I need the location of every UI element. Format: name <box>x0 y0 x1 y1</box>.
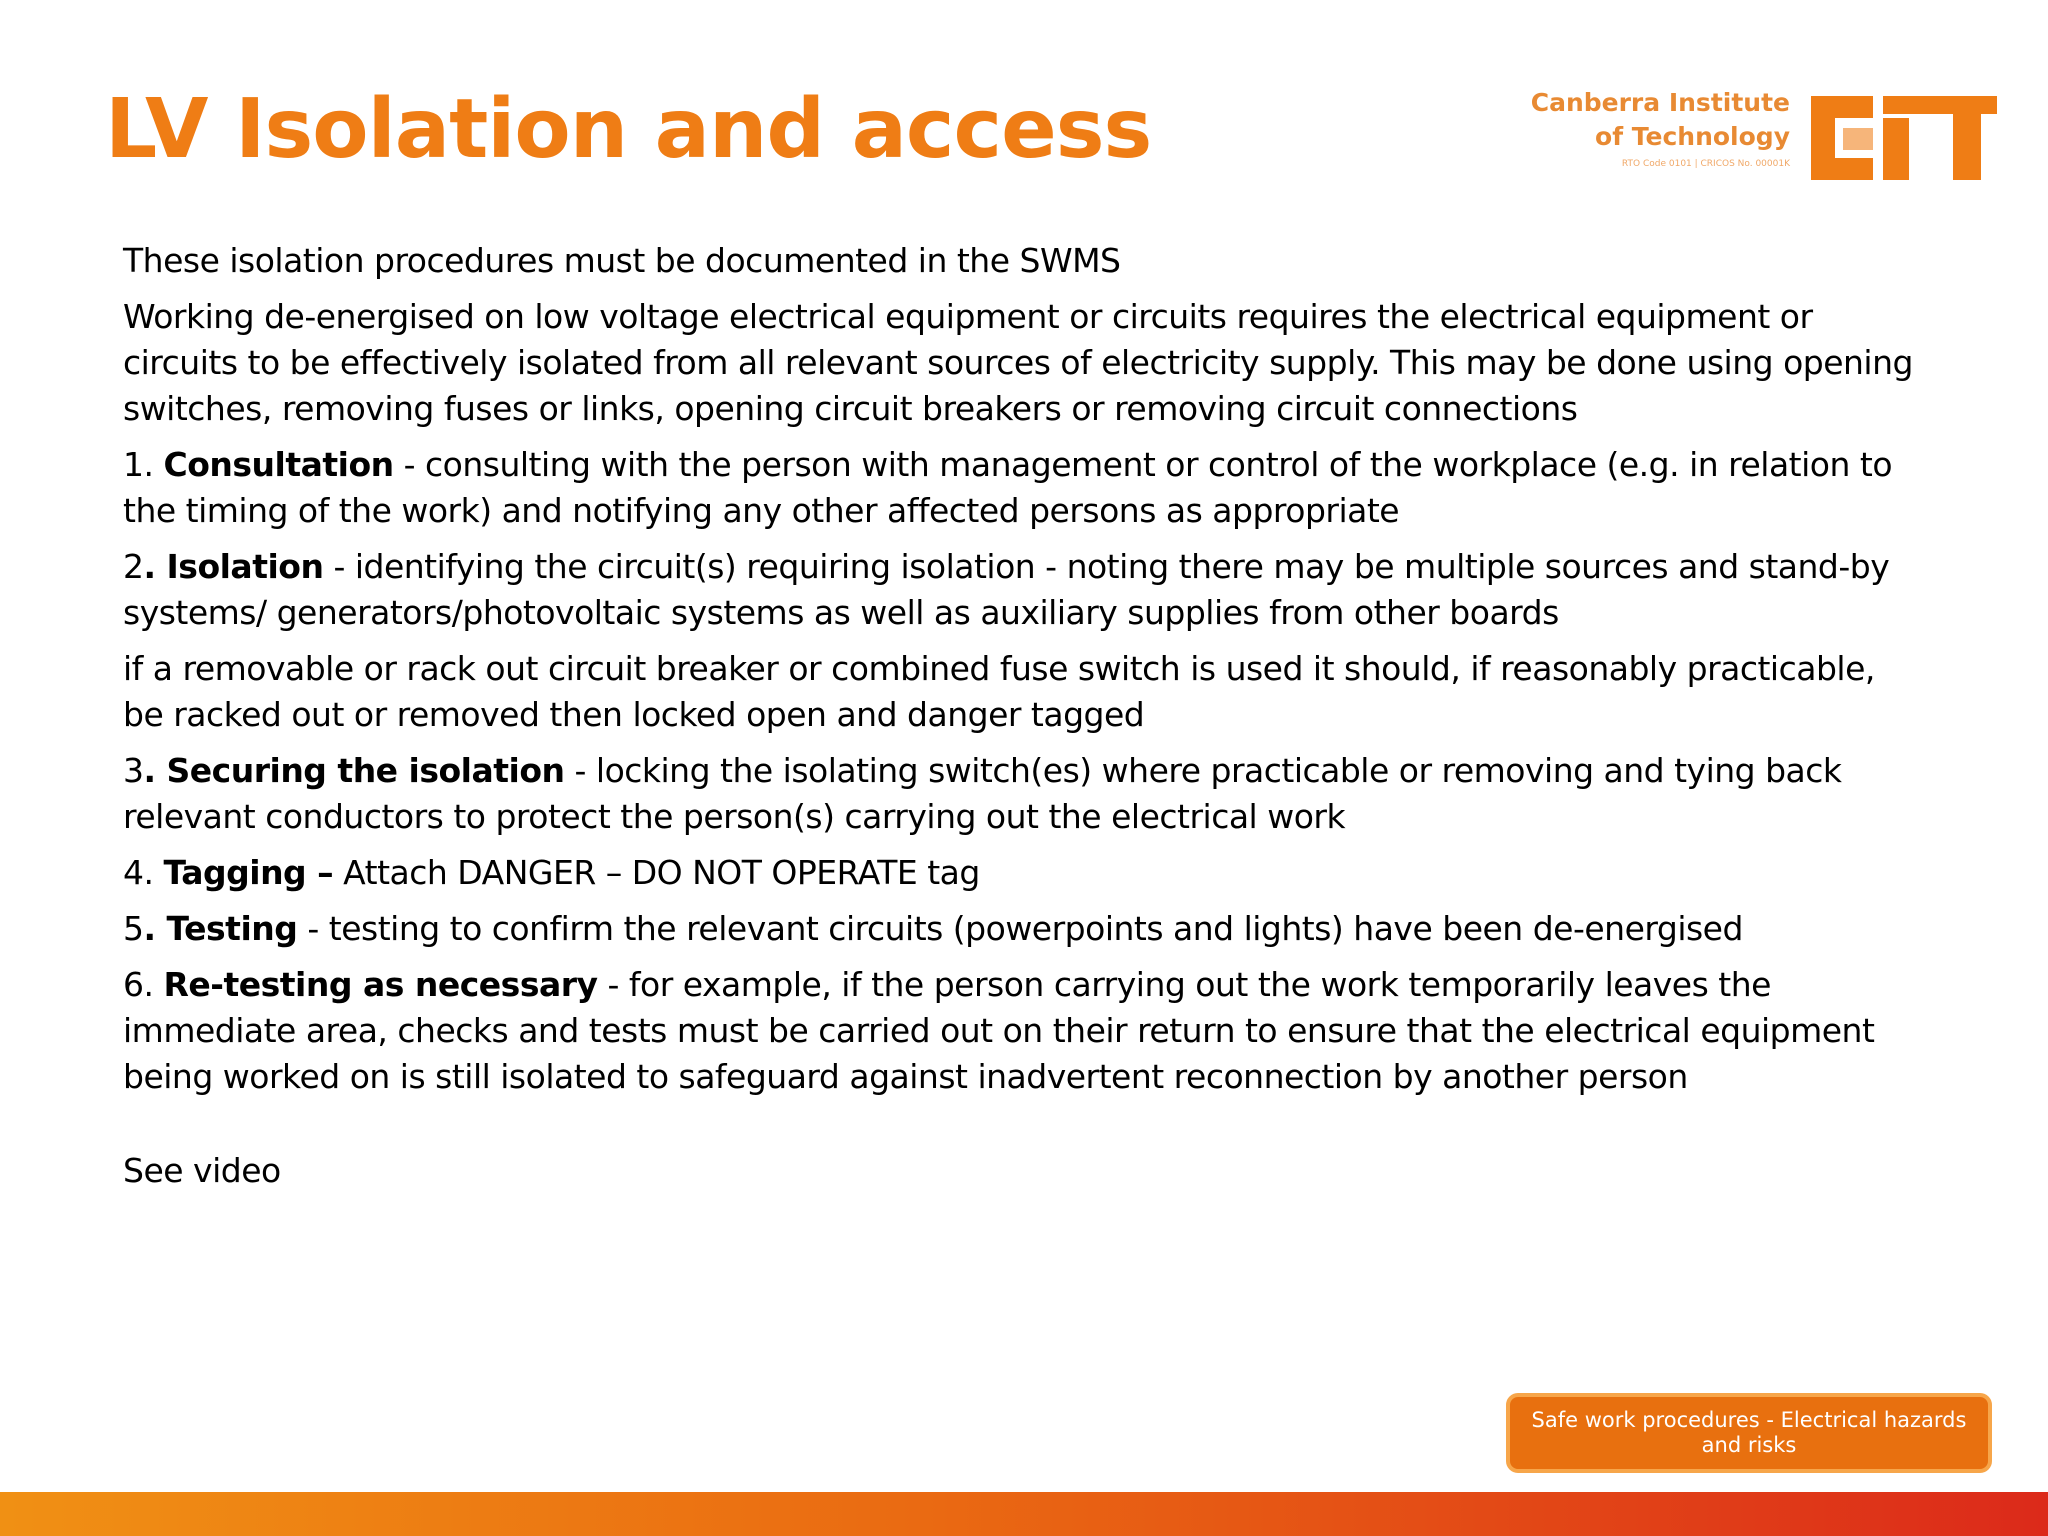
logo-line-2: of Technology <box>1595 122 1790 151</box>
step-number: 2 <box>123 547 144 586</box>
cit-logo <box>1505 82 2005 197</box>
step-text: - locking the isolating switch(es) where practicable or removing and tying back relevant conductors to protect the person(s) carrying out the electrical work <box>123 751 1842 836</box>
body-intro: These isolation procedures must be documented in the SWMS <box>123 241 1121 280</box>
step-heading: Tagging – <box>163 853 334 892</box>
step-heading: . Securing the isolation <box>143 751 565 790</box>
step-heading: . Isolation <box>143 547 324 586</box>
logo-line-1: Canberra Institute <box>1530 88 1790 117</box>
step-number: 6. <box>123 965 164 1004</box>
step-6-retesting <box>123 962 1923 1100</box>
step-3-securing <box>123 748 1923 840</box>
step-heading: . Testing <box>143 909 298 948</box>
step-number: 3 <box>123 751 144 790</box>
step-text: - testing to confirm the relevant circuits (powerpoints and lights) have been de-energised <box>297 909 1743 948</box>
step-number: 1. <box>123 445 164 484</box>
body-rack-out: if a removable or rack out circuit breaker or combined fuse switch is used it should, if reasonably practicable, be racked out or removed then locked open and danger tagged <box>123 649 1875 734</box>
step-1-consultation <box>123 442 1923 534</box>
bottom-gradient-bar <box>0 1492 2048 1536</box>
step-text: Attach DANGER – DO NOT OPERATE tag <box>333 853 980 892</box>
slide-title: LV Isolation and access <box>105 82 1152 177</box>
logo-rto-code: RTO Code 0101 | CRICOS No. 00001K <box>1621 159 1790 169</box>
step-heading: Consultation <box>163 445 394 484</box>
step-number: 4. <box>123 853 164 892</box>
step-text: - identifying the circuit(s) requiring isolation - noting there may be multiple sources and stand-by systems/ generators/photovoltaic systems as well as auxiliary supplies from other boards <box>123 547 1890 632</box>
step-heading: Re-testing as necessary <box>163 965 598 1004</box>
step-2-isolation <box>123 544 1923 636</box>
step-text: - for example, if the person carrying out the work temporarily leaves the immediate area, checks and tests must be carried out on their return to ensure that the electrical equipment being worked on is still isolated to safeguard against inadvertent reconnection by another person <box>123 965 1875 1096</box>
logo-text <box>1531 86 1790 174</box>
step-4-tagging <box>123 850 1923 896</box>
see-video: See video <box>123 1151 281 1190</box>
step-text: - consulting with the person with management or control of the workplace (e.g. in relation to the timing of the work) and notifying any other affected persons as appropriate <box>123 445 1893 530</box>
slide-body <box>123 238 1923 1204</box>
step-5-testing <box>123 906 1923 952</box>
cit-logo-mark-icon <box>1803 88 2005 188</box>
step-number: 5 <box>123 909 144 948</box>
body-de-energised: Working de-energised on low voltage electrical equipment or circuits requires the electrical equipment or circuits to be effectively isolated from all relevant sources of electricity supply. This may be done using opening switches, removing fuses or links, opening circuit breakers or removing circuit connections <box>123 297 1913 428</box>
footer-course-badge: Safe work procedures - Electrical hazards and risks <box>1506 1393 1992 1473</box>
